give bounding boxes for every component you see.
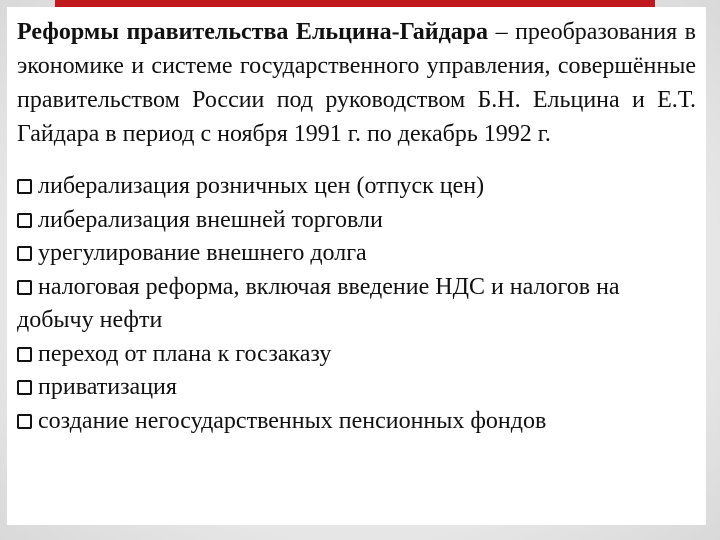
list-item xyxy=(17,271,696,338)
list-item xyxy=(17,204,696,238)
list-item-label: либерализация внешней торговли xyxy=(38,206,383,233)
checkbox-icon xyxy=(17,246,32,261)
list-item xyxy=(17,170,696,204)
accent-bar xyxy=(55,0,655,7)
list-item xyxy=(17,405,696,439)
content-panel xyxy=(7,7,706,525)
checkbox-icon xyxy=(17,380,32,395)
list-item xyxy=(17,371,696,405)
intro-paragraph xyxy=(17,15,696,151)
reform-list xyxy=(17,170,696,438)
list-item-label: урегулирование внешнего долга xyxy=(38,240,367,266)
checkbox-icon xyxy=(17,179,32,194)
checkbox-icon xyxy=(17,213,32,228)
list-item-label: переход от плана к госзаказу xyxy=(38,340,332,367)
checkbox-icon xyxy=(17,280,32,295)
list-item-label: создание негосударственных пенсионных фондов xyxy=(38,407,547,434)
list-item-label: налоговая реформа, включая введение НДС и налогов на добычу нефти xyxy=(17,273,620,333)
intro-term: Реформы правительства Ельцина-Гайдара xyxy=(17,19,489,45)
list-item-label: либерализация розничных цен (отпуск цен) xyxy=(38,173,485,199)
list-item xyxy=(17,237,696,271)
intro-text: – преобразования в экономике и системе государственного управления, совершённые правительством России под руководством Б.Н. Ельцина и Е.Т. Гайдара в период с ноября 1991 г. по декабрь 1992 г. xyxy=(17,19,696,147)
list-item xyxy=(17,338,696,372)
checkbox-icon xyxy=(17,347,32,362)
checkbox-icon xyxy=(17,414,32,429)
list-item-label: приватизация xyxy=(38,374,177,400)
